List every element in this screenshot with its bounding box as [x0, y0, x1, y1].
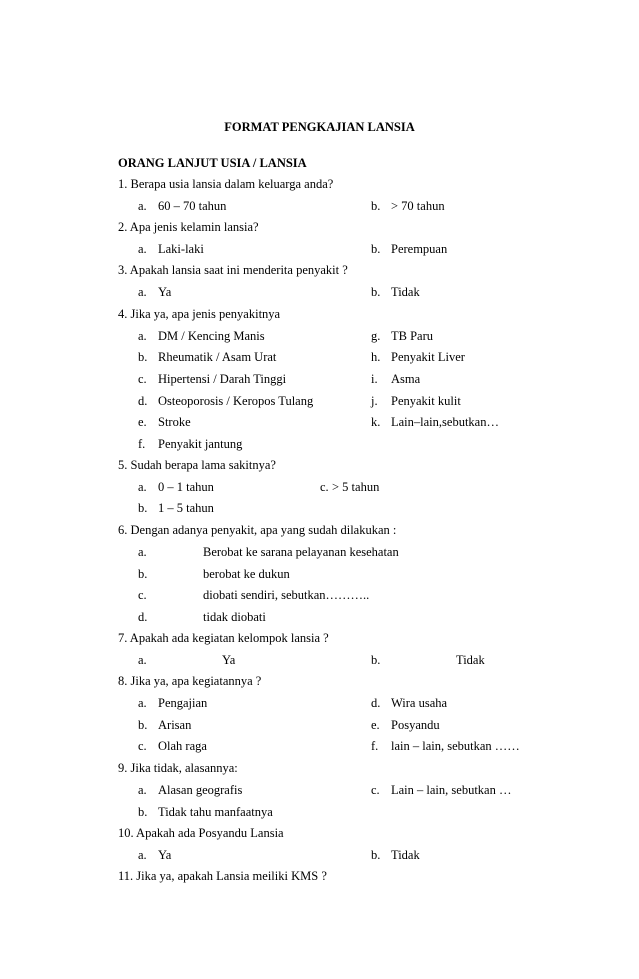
option-marker: c. [320, 480, 329, 494]
section-heading: ORANG LANJUT USIA / LANSIA [118, 156, 307, 170]
option-marker: a. [138, 242, 147, 256]
option-marker: b. [371, 285, 381, 299]
option-text: Tidak [391, 848, 420, 862]
option-marker: a. [138, 480, 147, 494]
option-text: Ya [222, 653, 236, 667]
option-text: Arisan [158, 718, 192, 732]
option-marker: a. [138, 696, 147, 710]
option-text: 1 – 5 tahun [158, 501, 214, 515]
option-marker: b. [371, 242, 381, 256]
option-marker: b. [371, 653, 381, 667]
question-1: 1. Berapa usia lansia dalam keluarga anda? [118, 177, 334, 191]
option-text: Lain – lain, sebutkan … [391, 783, 512, 797]
option-text: Stroke [158, 415, 191, 429]
option-text: Penyakit jantung [158, 437, 243, 451]
question-6: 6. Dengan adanya penyakit, apa yang sudah dilakukan : [118, 523, 397, 537]
option-marker: f. [138, 437, 146, 451]
option-text: Wira usaha [391, 696, 448, 710]
option-marker: b. [138, 805, 148, 819]
option-marker: a. [138, 653, 147, 667]
option-text: Tidak [456, 653, 485, 667]
option-marker: d. [138, 394, 148, 408]
option-marker: j. [371, 394, 378, 408]
option-text: Tidak tahu manfaatnya [158, 805, 273, 819]
option-text: > 70 tahun [391, 199, 445, 213]
question-2: 2. Apa jenis kelamin lansia? [118, 220, 259, 234]
question-9: 9. Jika tidak, alasannya: [118, 761, 238, 775]
option-marker: b. [138, 567, 148, 581]
option-marker: e. [371, 718, 380, 732]
option-marker: d. [371, 696, 381, 710]
option-marker: a. [138, 329, 147, 343]
question-3: 3. Apakah lansia saat ini menderita penyakit ? [118, 263, 348, 277]
option-marker: f. [371, 739, 379, 753]
option-text: TB Paru [391, 329, 434, 343]
option-text: diobati sendiri, sebutkan……….. [203, 588, 370, 602]
option-text: Penyakit Liver [391, 350, 465, 364]
option-marker: i. [371, 372, 378, 386]
option-text: Ya [158, 848, 172, 862]
option-text: DM / Kencing Manis [158, 329, 265, 343]
option-text: Hipertensi / Darah Tinggi [158, 372, 287, 386]
option-marker: k. [371, 415, 381, 429]
question-7: 7. Apakah ada kegiatan kelompok lansia ? [118, 631, 329, 645]
option-marker: b. [138, 501, 148, 515]
option-marker: g. [371, 329, 381, 343]
question-10: 10. Apakah ada Posyandu Lansia [118, 826, 284, 840]
question-11: 11. Jika ya, apakah Lansia meiliki KMS ? [118, 869, 327, 883]
option-marker: a. [138, 285, 147, 299]
option-text: Posyandu [391, 718, 440, 732]
option-text: Asma [391, 372, 421, 386]
option-text: Perempuan [391, 242, 448, 256]
option-marker: a. [138, 783, 147, 797]
document-title: FORMAT PENGKAJIAN LANSIA [224, 120, 415, 134]
option-text: Laki-laki [158, 242, 204, 256]
question-4: 4. Jika ya, apa jenis penyakitnya [118, 307, 281, 321]
option-text: tidak diobati [203, 610, 266, 624]
question-5: 5. Sudah berapa lama sakitnya? [118, 458, 276, 472]
option-text: Penyakit kulit [391, 394, 461, 408]
option-text: > 5 tahun [332, 480, 380, 494]
option-text: Alasan geografis [158, 783, 243, 797]
option-text: 0 – 1 tahun [158, 480, 214, 494]
option-text: lain – lain, sebutkan …… [391, 739, 520, 753]
question-8: 8. Jika ya, apa kegiatannya ? [118, 674, 262, 688]
option-text: Ya [158, 285, 172, 299]
option-text: Berobat ke sarana pelayanan kesehatan [203, 545, 399, 559]
option-text: berobat ke dukun [203, 567, 290, 581]
option-text: 60 – 70 tahun [158, 199, 227, 213]
option-text: Rheumatik / Asam Urat [158, 350, 277, 364]
option-marker: b. [138, 350, 148, 364]
option-marker: a. [138, 848, 147, 862]
option-marker: d. [138, 610, 148, 624]
option-marker: a. [138, 199, 147, 213]
option-marker: a. [138, 545, 147, 559]
option-marker: c. [138, 739, 147, 753]
option-marker: b. [371, 848, 381, 862]
option-marker: e. [138, 415, 147, 429]
option-text: Lain–lain,sebutkan… [391, 415, 499, 429]
option-text: Olah raga [158, 739, 207, 753]
option-marker: b. [371, 199, 381, 213]
option-marker: c. [138, 372, 147, 386]
option-marker: b. [138, 718, 148, 732]
option-text: Tidak [391, 285, 420, 299]
option-text: Pengajian [158, 696, 208, 710]
option-marker: c. [371, 783, 380, 797]
option-marker: c. [138, 588, 147, 602]
option-text: Osteoporosis / Keropos Tulang [158, 394, 314, 408]
option-marker: h. [371, 350, 381, 364]
